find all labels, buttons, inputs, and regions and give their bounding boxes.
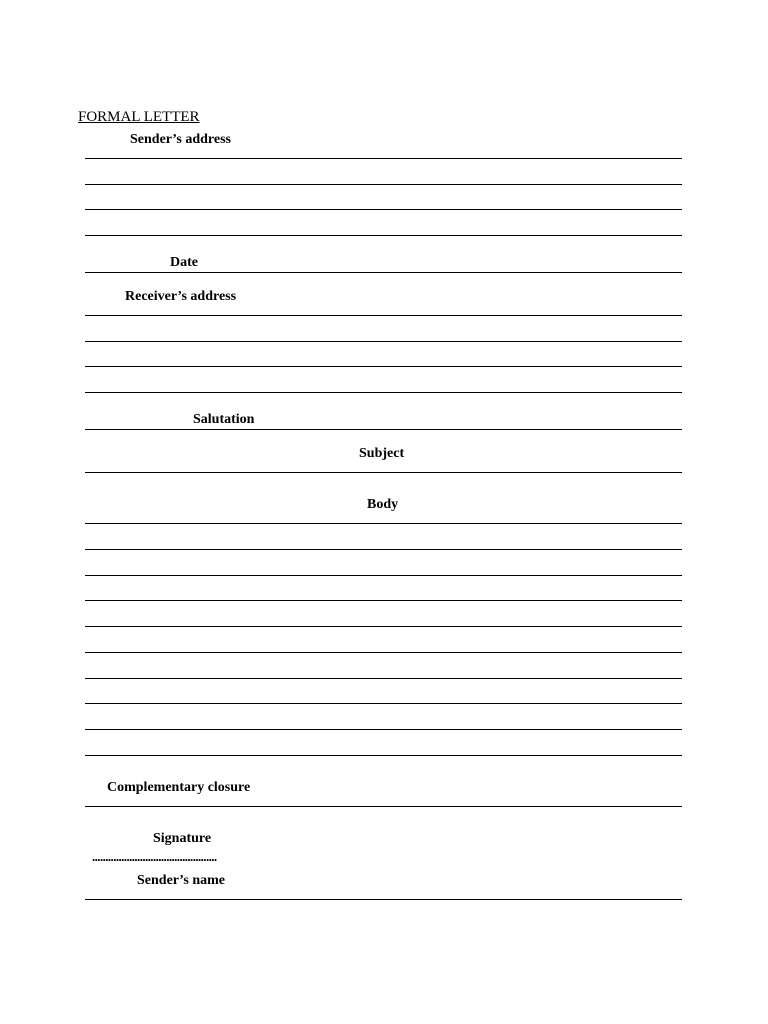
body-label: Body bbox=[367, 497, 399, 512]
date-label: Date bbox=[170, 255, 198, 270]
page-title: FORMAL LETTER bbox=[78, 109, 200, 125]
complementary-closure-line bbox=[85, 806, 682, 807]
receivers-address-line-2 bbox=[85, 341, 682, 342]
body-line-1 bbox=[85, 523, 682, 524]
body-line-4 bbox=[85, 600, 682, 601]
senders-name-label: Sender’s name bbox=[137, 873, 226, 888]
senders-address-line-2 bbox=[85, 184, 682, 185]
receivers-address-label: Receiver’s address bbox=[125, 289, 237, 304]
body-line-6 bbox=[85, 652, 682, 653]
senders-address-line-4 bbox=[85, 235, 682, 236]
subject-label: Subject bbox=[359, 446, 405, 461]
body-line-10 bbox=[85, 755, 682, 756]
subject-line bbox=[85, 472, 682, 473]
body-line-9 bbox=[85, 729, 682, 730]
salutation-line bbox=[85, 429, 682, 430]
body-line-7 bbox=[85, 678, 682, 679]
senders-address-line-3 bbox=[85, 209, 682, 210]
body-line-2 bbox=[85, 549, 682, 550]
signature-label: Signature bbox=[153, 831, 212, 846]
senders-address-label: Sender’s address bbox=[130, 132, 231, 147]
signature-dotted-line: ............................................... bbox=[92, 849, 217, 864]
complementary-closure-label: Complementary closure bbox=[107, 780, 251, 795]
date-line bbox=[85, 272, 682, 273]
body-line-5 bbox=[85, 626, 682, 627]
receivers-address-line-3 bbox=[85, 366, 682, 367]
body-line-8 bbox=[85, 703, 682, 704]
senders-address-line-1 bbox=[85, 158, 682, 159]
salutation-label: Salutation bbox=[193, 412, 255, 427]
receivers-address-line-4 bbox=[85, 392, 682, 393]
receivers-address-line-1 bbox=[85, 315, 682, 316]
body-line-3 bbox=[85, 575, 682, 576]
senders-name-line bbox=[85, 899, 682, 900]
